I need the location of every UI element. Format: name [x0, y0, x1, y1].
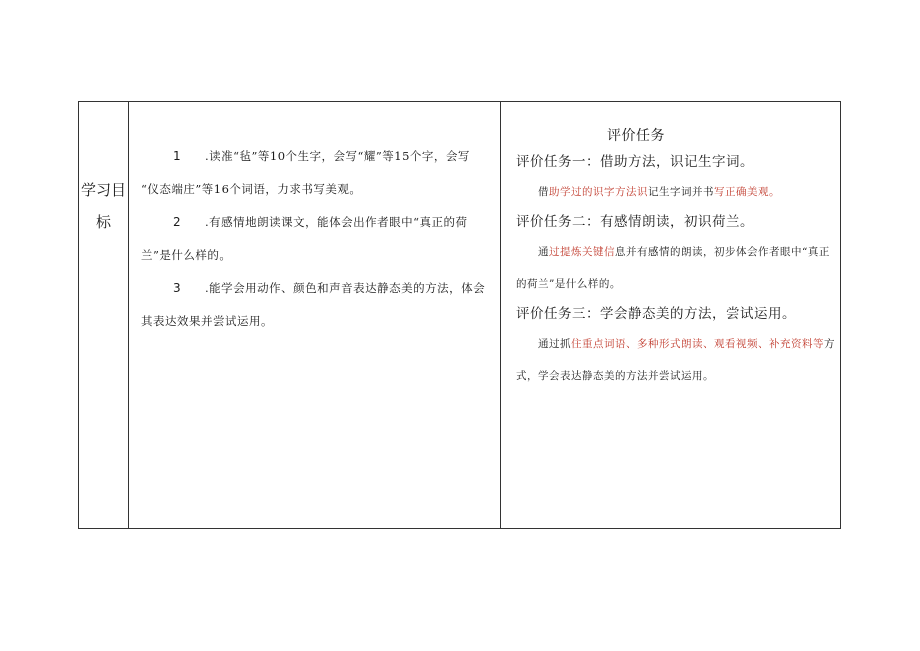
task-2-highlight: 过提炼关键信: [549, 246, 615, 258]
goal-2-text: .有感情地朗读课文，能体会出作者眼中“真正的荷: [205, 215, 468, 229]
task-1-highlight-a: 助学过的识字方法识: [549, 186, 648, 198]
column-divider-2: [500, 102, 501, 528]
task-1-heading: 评价任务一：借助方法，识记生字词。: [516, 154, 754, 170]
task-2-detail-line2: 的荷兰”是什么样的。: [516, 278, 621, 290]
row-label-line1: 学习目: [80, 181, 126, 199]
task-2-text-a: 通: [538, 246, 549, 258]
task-1-detail: [516, 176, 836, 208]
task-2-text-b: 息并有感情的朗读，初步体会作者眼中“真正: [615, 246, 830, 258]
goal-3-line1: [141, 272, 491, 305]
task-3-detail: [516, 328, 836, 360]
task-1-highlight-b: 写正确美观。: [714, 186, 780, 198]
task-3-heading: 评价任务三：学会静态美的方法，尝试运用。: [516, 306, 796, 322]
goal-1-line2: “仪态端庄”等16个词语，力求书写美观。: [141, 182, 362, 196]
goal-3-text: .能学会用动作、颜色和声音表达静态美的方法，体会: [205, 281, 486, 295]
learning-goals: [141, 140, 491, 338]
evaluation-title: 评价任务: [607, 128, 665, 144]
goal-1-text: .读准“毡”等10个生字，会写“耀”等15个字，会写: [205, 149, 470, 163]
goal-1-line1: [141, 140, 491, 173]
task-3-text-b: 方: [824, 338, 835, 350]
row-label: [79, 174, 128, 238]
goal-2-number: 2: [173, 215, 182, 229]
task-1-text-a: 借: [538, 186, 549, 198]
task-3-detail-line2: 式，学会表达静态美的方法并尝试运用。: [516, 370, 714, 382]
evaluation-tasks: [516, 124, 836, 392]
content-table: [78, 101, 841, 529]
task-3-highlight: 住重点词语、多种形式朗读、观看视频、补充资料等: [571, 338, 824, 350]
row-label-line2: 标: [95, 213, 111, 231]
task-3-text-a: 通过抓: [538, 338, 571, 350]
column-divider-1: [128, 102, 129, 528]
goal-2-line1: [141, 206, 491, 239]
goal-3-number: 3: [173, 281, 182, 295]
task-1-text-b: 记生字词并书: [648, 186, 714, 198]
goal-2-line2: 兰”是什么样的。: [141, 248, 232, 262]
task-2-heading: 评价任务二：有感情朗读，初识荷兰。: [516, 214, 754, 230]
goal-3-line2: 其表达效果并尝试运用。: [141, 314, 273, 328]
task-2-detail: [516, 236, 836, 268]
goal-1-number: 1: [173, 149, 182, 163]
